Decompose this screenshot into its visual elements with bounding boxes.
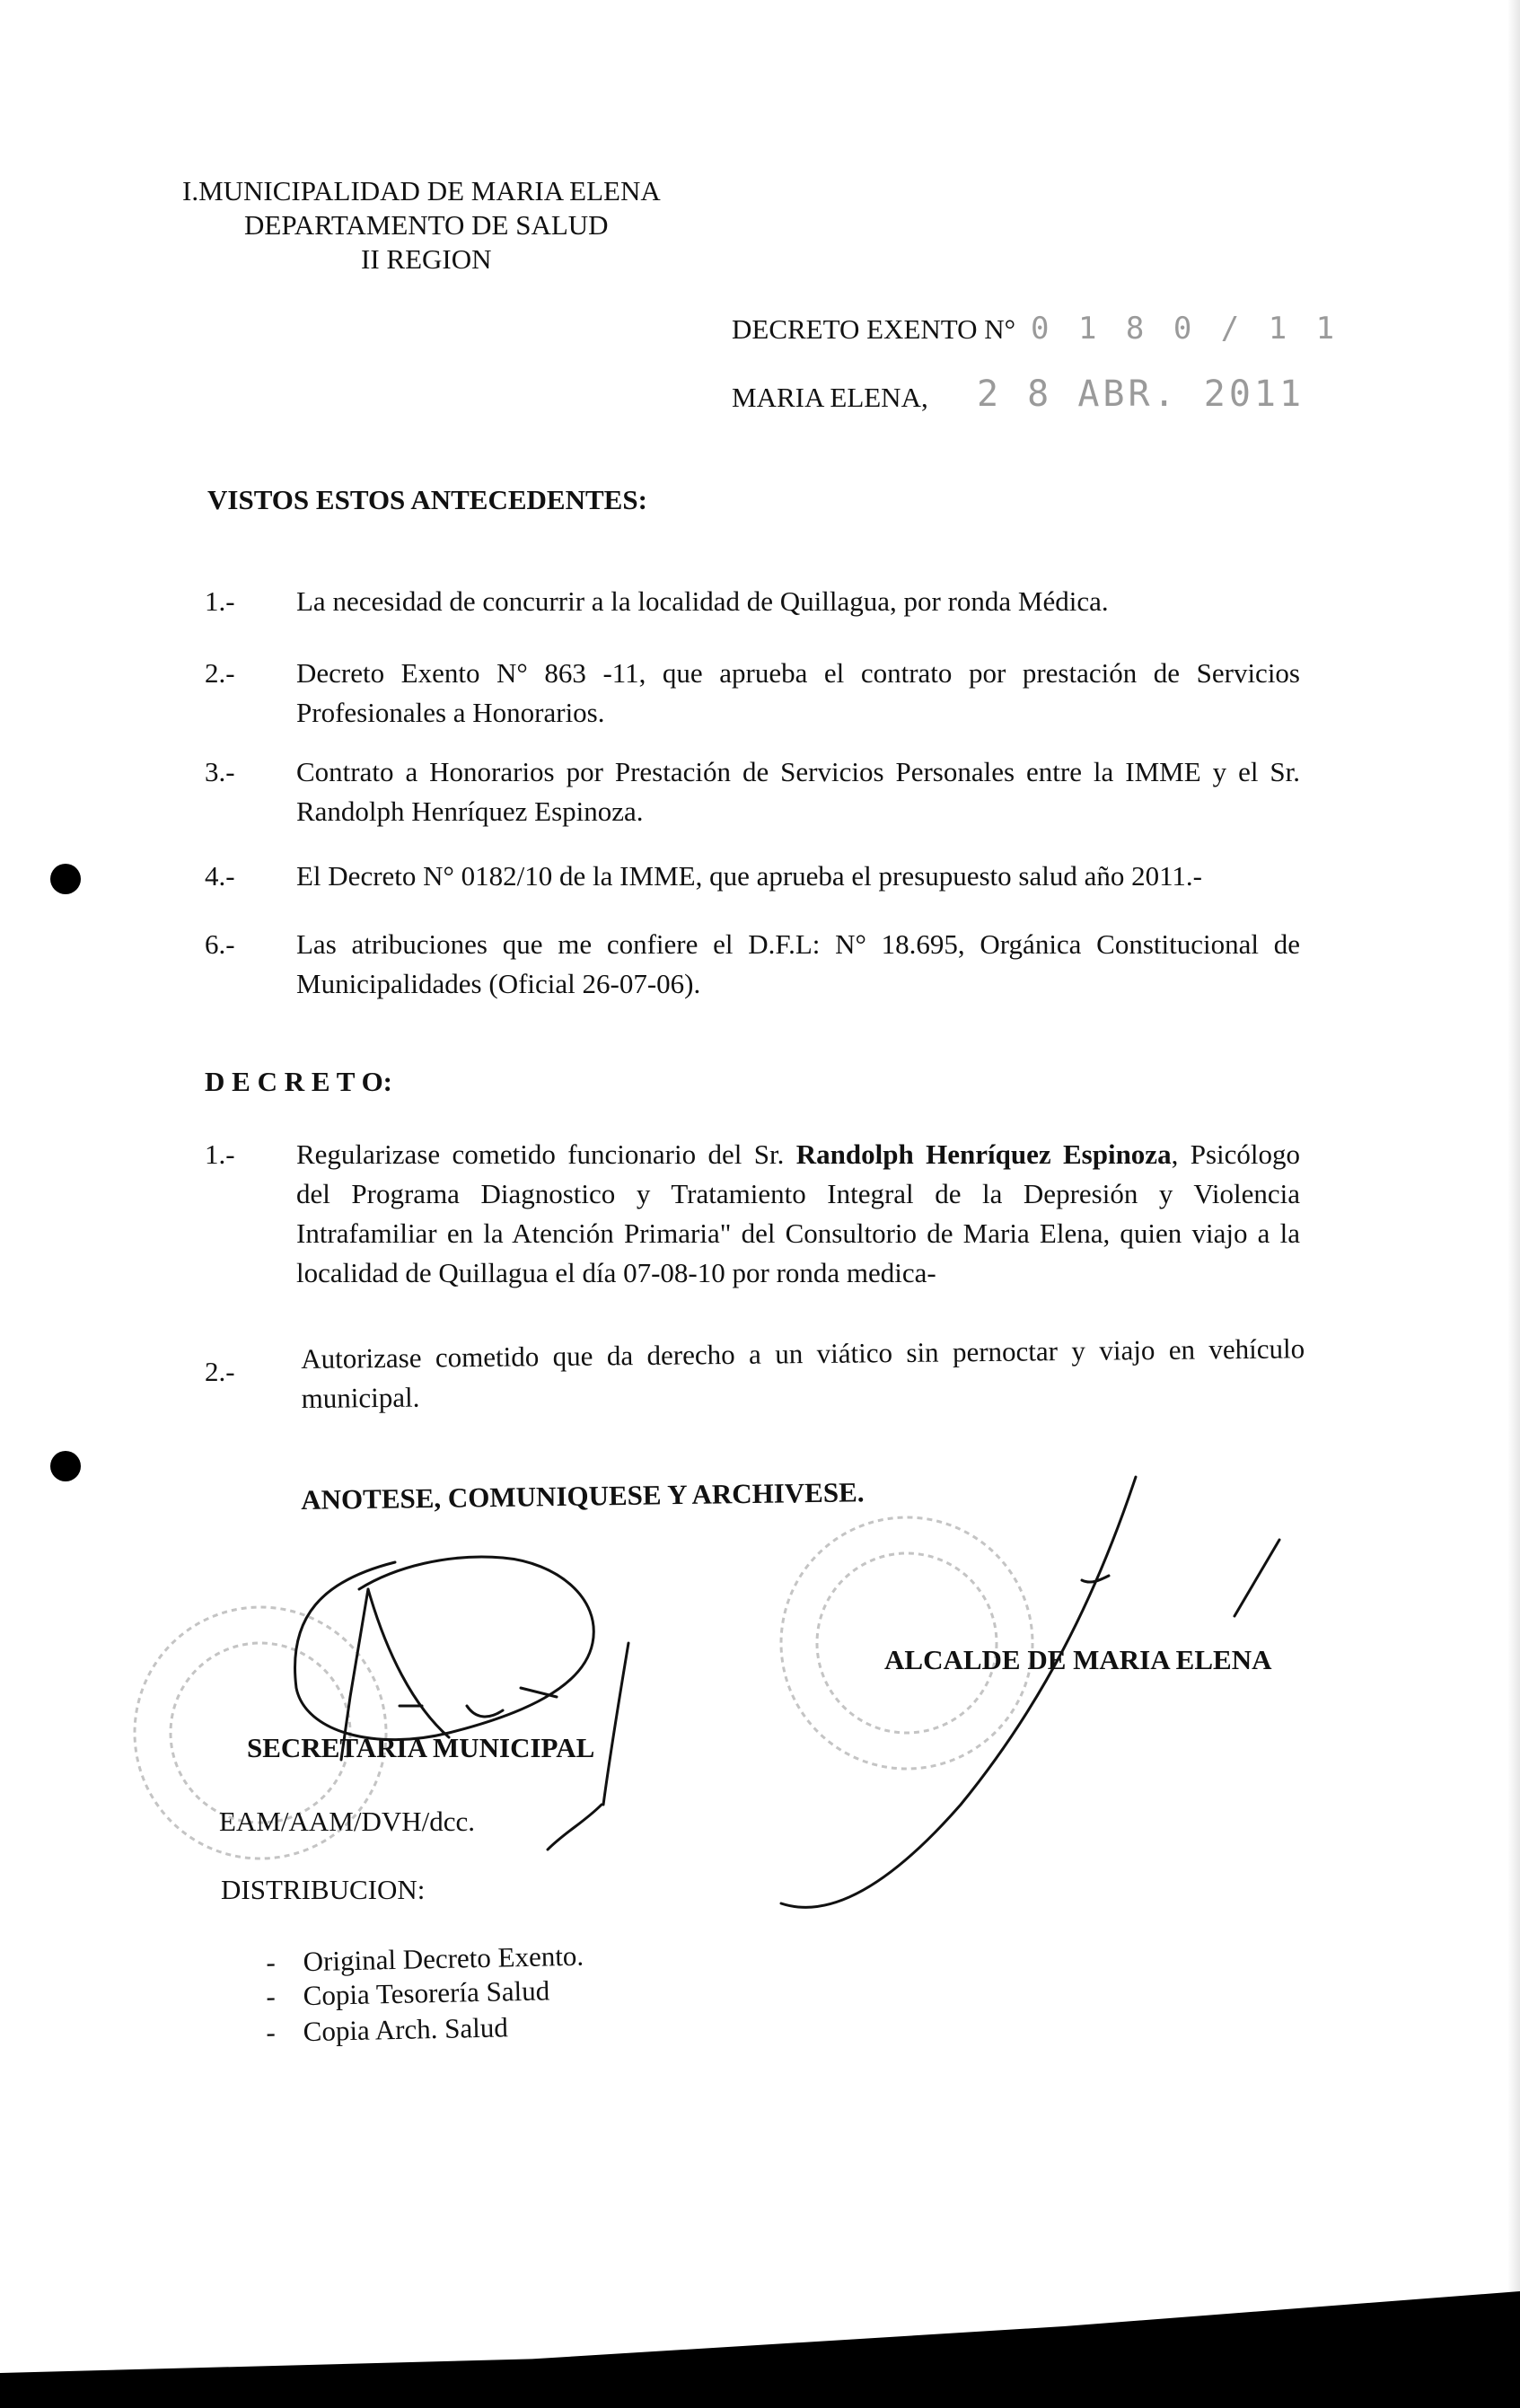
vistos-item-text: Contrato a Honorarios por Prestación de Servicios Personales entre la IMME y el Sr. Randolph Henríquez Espinoza.: [296, 756, 1300, 827]
vistos-number: 6.-: [205, 928, 235, 960]
distribution-item: - Copia Tesorería Salud: [266, 1974, 550, 2012]
vistos-number: 2.-: [205, 657, 235, 689]
vistos-number: 1.-: [205, 585, 235, 617]
initials: EAM/AAM/DVH/dcc.: [219, 1806, 475, 1837]
punch-hole: [50, 1451, 81, 1481]
header-line-1: I.MUNICIPALIDAD DE MARIA ELENA: [182, 175, 661, 207]
place-label: MARIA ELENA,: [732, 382, 928, 413]
vistos-item-text: Decreto Exento N° 863 -11, que aprueba el contrato por prestación de Servicios Profesionales a Honorarios.: [296, 657, 1300, 728]
decreto-heading: D E C R E T O:: [205, 1066, 393, 1097]
distribution-item: - Copia Arch. Salud: [266, 2011, 509, 2048]
distribution-item-label: Original Decreto Exento.: [303, 1939, 584, 1978]
punch-hole: [50, 864, 81, 894]
mayor-signature: [781, 1477, 1279, 1907]
decreto-number: 2.-: [205, 1356, 235, 1387]
decreto-item-1-name: Randolph Henríquez Espinoza: [795, 1138, 1172, 1170]
vistos-item-text: Las atribuciones que me confiere el D.F.L: N° 18.695, Orgánica Constitucional de Municipalidades (Oficial 26-07-06).: [296, 928, 1300, 999]
header-line-2: DEPARTAMENTO DE SALUD: [244, 209, 609, 241]
distribution-item-label: Copia Arch. Salud: [303, 2011, 509, 2048]
decreto-item-2-text: Autorizase cometido que da derecho a un viático sin pernoctar y viajo en vehículo municipal.: [301, 1332, 1305, 1414]
decreto-item-1-text-b: , Psicólogo del Programa Diagnostico y Tratamiento Integral de la Depresión y Violencia Intrafamiliar en la Atención Primaria" del Consultorio de Maria Elena, quien viajo a la localidad de Quillagua el día 07-08-10 por ronda medica-: [296, 1138, 1301, 1288]
decreto-number: 1.-: [205, 1138, 235, 1170]
distribution-item: - Original Decreto Exento.: [266, 1939, 584, 1978]
date-stamp: 2 8 ABR. 2011: [977, 374, 1305, 415]
closing-formula: ANOTESE, COMUNIQUESE Y ARCHIVESE.: [301, 1476, 865, 1516]
mayor-title: ALCALDE DE MARIA ELENA: [884, 1644, 1272, 1675]
decreto-item-1-text-a: Regularizase cometido funcionario del Sr.: [296, 1138, 796, 1170]
vistos-heading: VISTOS ESTOS ANTECEDENTES:: [207, 484, 647, 515]
decree-number-stamp: 0 1 8 0 / 1 1: [1031, 311, 1340, 347]
vistos-item-text: El Decreto N° 0182/10 de la IMME, que aprueba el presupuesto salud año 2011.-: [296, 860, 1202, 892]
vistos-item-text: La necesidad de concurrir a la localidad de Quillagua, por ronda Médica.: [296, 585, 1109, 617]
vistos-number: 4.-: [205, 860, 235, 892]
distribution-item-label: Copia Tesorería Salud: [303, 1974, 550, 2012]
vistos-number: 3.-: [205, 756, 235, 787]
header-line-3: II REGION: [361, 243, 492, 275]
secretary-title: SECRETARIA MUNICIPAL: [247, 1732, 595, 1763]
distribution-heading: DISTRIBUCION:: [221, 1874, 426, 1905]
decree-label: DECRETO EXENTO N°: [732, 313, 1016, 345]
